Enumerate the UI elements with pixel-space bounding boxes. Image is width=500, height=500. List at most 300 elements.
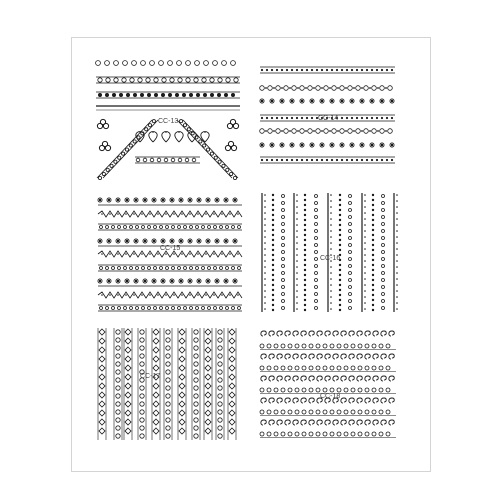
dot-mark <box>321 87 323 89</box>
swirl-mark <box>277 376 282 381</box>
bead-mark <box>356 86 361 91</box>
star-mark <box>115 238 121 244</box>
bead-mark <box>300 86 305 91</box>
diamond-mark <box>179 419 185 425</box>
bead-mark <box>315 209 318 212</box>
dot-mark <box>264 278 266 280</box>
dot-mark <box>356 117 358 119</box>
bead-mark <box>133 93 136 96</box>
dot-mark <box>396 218 398 220</box>
star-mark <box>232 278 238 284</box>
bead-mark <box>382 258 385 261</box>
bead-mark <box>344 366 348 370</box>
diamond-mark <box>229 410 235 416</box>
bead-mark <box>154 93 157 96</box>
bead-mark <box>220 226 223 229</box>
bead-mark <box>324 129 329 134</box>
dot-mark <box>305 130 307 132</box>
diamond-mark <box>205 347 211 353</box>
swirl-mark <box>269 376 274 381</box>
dot-mark <box>197 253 199 255</box>
dot-mark <box>372 289 374 291</box>
dot-mark <box>229 294 231 296</box>
bead-mark <box>166 418 170 422</box>
dot-mark <box>376 69 378 71</box>
bead-mark <box>123 61 128 66</box>
bead-mark <box>148 267 151 270</box>
dot-mark <box>304 274 306 276</box>
dot-mark <box>364 200 366 202</box>
dot-mark <box>264 266 266 268</box>
diamond-mark <box>229 419 235 425</box>
bead-mark <box>102 172 105 175</box>
bead-mark <box>344 432 348 436</box>
bead-mark <box>214 267 217 270</box>
star-mark <box>106 278 112 284</box>
bead-mark <box>214 226 217 229</box>
heart-mark <box>175 132 183 142</box>
star-mark <box>169 197 175 203</box>
dot-mark <box>173 253 175 255</box>
bead-mark <box>178 78 182 82</box>
dot-mark <box>289 87 291 89</box>
dot-mark <box>261 117 263 119</box>
swirl-mark <box>381 331 386 336</box>
diamond-mark <box>179 365 185 371</box>
swirl-mark <box>277 331 282 336</box>
dot-mark <box>296 242 298 244</box>
dot-mark <box>264 206 266 208</box>
swirl-mark <box>341 376 346 381</box>
swirl-mark <box>261 376 266 381</box>
dot-mark <box>237 253 239 255</box>
bead-mark <box>132 61 137 66</box>
dot-mark <box>396 248 398 250</box>
dot-mark <box>396 236 398 238</box>
dot-mark <box>339 299 341 301</box>
bead-mark <box>204 61 209 66</box>
bead-mark <box>337 410 341 414</box>
star-mark <box>205 238 211 244</box>
bead-mark <box>116 434 120 438</box>
dot-mark <box>304 244 306 246</box>
dot-mark <box>304 294 306 296</box>
dot-mark <box>296 224 298 226</box>
bead-mark <box>292 129 297 134</box>
dot-mark <box>346 159 348 161</box>
dot-mark <box>311 159 313 161</box>
star-mark <box>187 197 193 203</box>
dot-mark <box>304 199 306 201</box>
bead-mark <box>203 144 206 147</box>
star-mark <box>115 278 121 284</box>
bead-mark <box>166 410 170 414</box>
bead-mark <box>315 293 318 296</box>
dot-mark <box>264 212 266 214</box>
dot-mark <box>304 259 306 261</box>
dot-mark <box>296 254 298 256</box>
dot-mark <box>339 289 341 291</box>
swirl-mark <box>357 354 362 359</box>
panel-cc-15 <box>97 197 242 311</box>
bead-mark <box>106 168 109 171</box>
dot-mark <box>391 117 393 119</box>
bead-mark <box>302 432 306 436</box>
dot-mark <box>372 279 374 281</box>
dot-mark <box>304 289 306 291</box>
swirl-mark <box>325 376 330 381</box>
bead-mark <box>386 344 390 348</box>
swirl-mark <box>309 331 314 336</box>
bead-mark <box>282 244 285 247</box>
bead-mark <box>140 418 144 422</box>
dot-mark <box>101 213 103 215</box>
dot-mark <box>264 260 266 262</box>
bead-mark <box>349 237 352 240</box>
dot-mark <box>173 294 175 296</box>
dot-mark <box>321 130 323 132</box>
diamond-mark <box>99 356 105 362</box>
dot-mark <box>372 214 374 216</box>
bead-mark <box>194 362 198 366</box>
diamond-mark <box>205 383 211 389</box>
swirl-mark <box>293 331 298 336</box>
dot-mark <box>339 209 341 211</box>
bead-mark <box>112 267 115 270</box>
bead-mark <box>164 158 168 162</box>
bead-mark <box>194 402 198 406</box>
dot-mark <box>304 299 306 301</box>
bead-mark <box>281 432 285 436</box>
dot-mark <box>296 260 298 262</box>
bead-mark <box>330 388 334 392</box>
dot-mark <box>197 294 199 296</box>
bead-mark <box>295 388 299 392</box>
dot-mark <box>272 249 274 251</box>
bead-mark <box>382 307 385 310</box>
dot-mark <box>336 69 338 71</box>
bead-mark <box>379 410 383 414</box>
swirl-mark <box>349 420 354 425</box>
diamond-mark <box>229 383 235 389</box>
dot-mark <box>149 213 151 215</box>
dot-mark <box>396 242 398 244</box>
bead-mark <box>282 272 285 275</box>
diamond-mark <box>125 383 131 389</box>
bead-mark <box>316 410 320 414</box>
swirl-mark <box>365 398 370 403</box>
bead-mark <box>288 432 292 436</box>
swirl-mark <box>309 376 314 381</box>
diamond-mark <box>229 329 235 335</box>
dot-mark <box>326 159 328 161</box>
dot-mark <box>265 87 267 89</box>
bead-mark <box>274 344 278 348</box>
bead-mark <box>194 418 198 422</box>
bead-mark <box>170 78 174 82</box>
star-mark <box>160 197 166 203</box>
bead-mark <box>386 432 390 436</box>
bead-mark <box>166 307 169 310</box>
dot-mark <box>301 69 303 71</box>
star-mark <box>124 238 130 244</box>
star-mark <box>369 142 375 148</box>
bead-mark <box>365 344 369 348</box>
star-mark <box>379 142 385 148</box>
dot-mark <box>330 200 332 202</box>
swirl-mark <box>293 376 298 381</box>
swirl-mark <box>293 420 298 425</box>
diamond-mark <box>99 428 105 434</box>
swirl-mark <box>301 420 306 425</box>
bead-mark <box>309 432 313 436</box>
panel-code-label: CC-13 <box>158 118 179 125</box>
diamond-mark <box>125 347 131 353</box>
bead-mark <box>172 307 175 310</box>
diamond-mark <box>229 374 235 380</box>
diamond-mark <box>125 365 131 371</box>
bead-mark <box>218 362 222 366</box>
bead-mark <box>136 307 139 310</box>
diamond-mark <box>99 374 105 380</box>
diamond-mark <box>179 374 185 380</box>
dot-mark <box>165 294 167 296</box>
dot-mark <box>329 87 331 89</box>
dot-mark <box>339 274 341 276</box>
dot-mark <box>386 69 388 71</box>
bead-mark <box>226 226 229 229</box>
bead-mark <box>125 148 128 151</box>
star-mark <box>349 142 355 148</box>
swirl-mark <box>285 398 290 403</box>
dot-mark <box>341 117 343 119</box>
dot-mark <box>396 308 398 310</box>
bead-mark <box>178 158 182 162</box>
bead-mark <box>231 93 234 96</box>
bead-mark <box>96 61 101 66</box>
bead-mark <box>106 226 109 229</box>
dot-mark <box>271 69 273 71</box>
bead-mark <box>116 394 120 398</box>
diamond-mark <box>229 428 235 434</box>
diamond-mark <box>153 401 159 407</box>
bead-mark <box>358 432 362 436</box>
bead-mark <box>194 378 198 382</box>
star-mark <box>124 197 130 203</box>
dot-mark <box>291 69 293 71</box>
dot-mark <box>372 294 374 296</box>
bead-mark <box>349 307 352 310</box>
dot-mark <box>372 254 374 256</box>
bead-mark <box>267 388 271 392</box>
bead-mark <box>315 237 318 240</box>
bead-mark <box>386 366 390 370</box>
star-mark <box>160 278 166 284</box>
dot-mark <box>296 117 298 119</box>
dot-mark <box>266 117 268 119</box>
bead-mark <box>112 307 115 310</box>
dot-mark <box>125 213 127 215</box>
dot-mark <box>339 304 341 306</box>
dot-mark <box>339 214 341 216</box>
bead-mark <box>152 120 155 123</box>
bead-mark <box>191 132 194 135</box>
star-mark <box>223 278 229 284</box>
bead-mark <box>140 394 144 398</box>
dot-mark <box>353 87 355 89</box>
border-line <box>103 120 158 178</box>
swirl-mark <box>341 354 346 359</box>
bead-mark <box>214 307 217 310</box>
dot-mark <box>351 159 353 161</box>
dot-mark <box>296 212 298 214</box>
bead-mark <box>130 267 133 270</box>
bead-mark <box>288 410 292 414</box>
bead-mark <box>315 216 318 219</box>
dot-mark <box>181 253 183 255</box>
dot-mark <box>361 159 363 161</box>
bead-mark <box>365 410 369 414</box>
bead-mark <box>349 223 352 226</box>
dot-mark <box>264 272 266 274</box>
dot-mark <box>272 304 274 306</box>
dot-mark <box>361 87 363 89</box>
dot-mark <box>311 117 313 119</box>
bead-mark <box>194 394 198 398</box>
dot-mark <box>213 294 215 296</box>
bead-mark <box>194 330 198 334</box>
dot-mark <box>301 159 303 161</box>
bead-mark <box>184 267 187 270</box>
dot-mark <box>273 87 275 89</box>
star-mark <box>142 197 148 203</box>
dot-mark <box>272 214 274 216</box>
bead-mark <box>166 426 170 430</box>
swirl-mark <box>325 354 330 359</box>
diamond-mark <box>153 428 159 434</box>
swirl-mark <box>317 376 322 381</box>
bead-mark <box>202 267 205 270</box>
diamond-mark <box>179 392 185 398</box>
bead-mark <box>315 265 318 268</box>
dot-mark <box>364 302 366 304</box>
bead-mark <box>116 378 120 382</box>
dot-mark <box>364 224 366 226</box>
bead-mark <box>116 346 120 350</box>
bead-mark <box>161 93 164 96</box>
dot-mark <box>272 289 274 291</box>
bead-mark <box>159 61 164 66</box>
bead-mark <box>160 267 163 270</box>
bead-mark <box>282 195 285 198</box>
bead-mark <box>364 129 369 134</box>
swirl-mark <box>373 376 378 381</box>
dot-mark <box>372 264 374 266</box>
star-mark <box>279 142 285 148</box>
bead-mark <box>118 156 121 159</box>
bead-mark <box>382 195 385 198</box>
dot-mark <box>221 213 223 215</box>
bead-mark <box>195 61 200 66</box>
bead-mark <box>178 267 181 270</box>
dot-mark <box>296 69 298 71</box>
dot-mark <box>229 253 231 255</box>
dot-mark <box>125 294 127 296</box>
diamond-mark <box>153 419 159 425</box>
bead-mark <box>218 78 222 82</box>
dot-mark <box>339 249 341 251</box>
dot-mark <box>272 259 274 261</box>
dot-mark <box>165 213 167 215</box>
dot-mark <box>330 206 332 208</box>
bead-mark <box>323 388 327 392</box>
dot-mark <box>296 159 298 161</box>
bead-mark <box>349 216 352 219</box>
bead-mark <box>220 267 223 270</box>
bead-mark <box>124 267 127 270</box>
dot-mark <box>346 117 348 119</box>
dot-mark <box>296 248 298 250</box>
bead-mark <box>116 426 120 430</box>
dot-mark <box>372 204 374 206</box>
bead-mark <box>315 300 318 303</box>
dot-mark <box>266 159 268 161</box>
dot-mark <box>353 130 355 132</box>
bead-mark <box>142 307 145 310</box>
bead-mark <box>349 251 352 254</box>
dot-mark <box>109 213 111 215</box>
diamond-mark <box>99 347 105 353</box>
bead-mark <box>260 344 264 348</box>
bead-mark <box>168 61 173 66</box>
dot-mark <box>321 69 323 71</box>
dot-mark <box>364 218 366 220</box>
bead-mark <box>282 237 285 240</box>
bead-mark <box>372 388 376 392</box>
dot-mark <box>386 117 388 119</box>
bead-mark <box>282 209 285 212</box>
bead-mark <box>230 172 233 175</box>
bead-mark <box>171 158 175 162</box>
dot-mark <box>385 130 387 132</box>
dot-mark <box>205 253 207 255</box>
dot-mark <box>330 242 332 244</box>
bead-mark <box>365 388 369 392</box>
dot-mark <box>339 284 341 286</box>
star-mark <box>178 197 184 203</box>
dot-mark <box>272 284 274 286</box>
star-mark <box>169 238 175 244</box>
star-mark <box>133 278 139 284</box>
dot-mark <box>396 206 398 208</box>
bead-mark <box>106 78 110 82</box>
bead-mark <box>323 344 327 348</box>
bead-mark <box>349 279 352 282</box>
dot-mark <box>296 230 298 232</box>
star-mark <box>339 98 345 104</box>
star-mark <box>259 142 265 148</box>
dot-mark <box>366 159 368 161</box>
bead-mark <box>116 410 120 414</box>
dot-mark <box>364 296 366 298</box>
swirl-mark <box>389 331 394 336</box>
bead-mark <box>124 226 127 229</box>
dot-mark <box>372 219 374 221</box>
bead-mark <box>358 388 362 392</box>
dot-mark <box>330 296 332 298</box>
diamond-mark <box>205 374 211 380</box>
bead-mark <box>323 366 327 370</box>
